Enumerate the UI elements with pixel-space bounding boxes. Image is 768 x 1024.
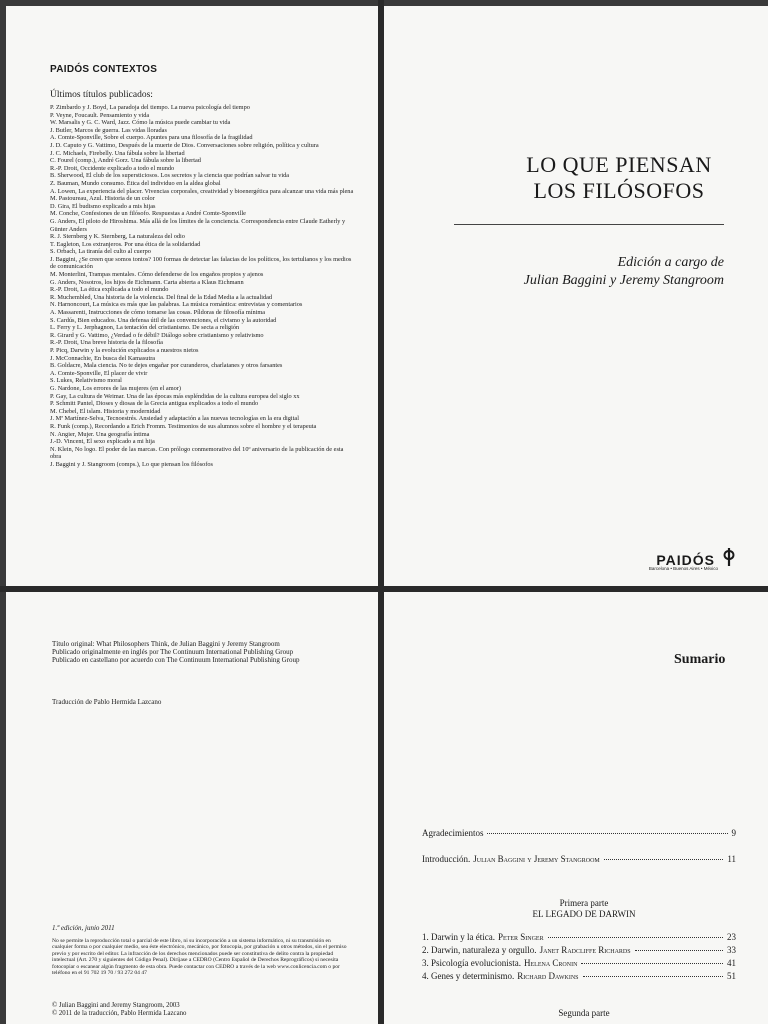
title-list-item: B. Goldacre, Mala ciencia. No te dejes engañar por curanderos, charlatanes y otros farsantes [50,362,283,370]
book-title-line-2: LOS FILÓSOFOS [533,178,705,203]
title-list-item: A. Lowen, La experiencia del placer. Vivencias corporales, creatividad y bioenergética para alcanzar una vida más plena [50,187,354,195]
editors-line-1: Edición a cargo de [617,255,724,270]
toc-entry [422,854,736,864]
legal-notice: No se permite la reproducción total o parcial de este libro, ni su incorporación a un sistema informático, ni su transmisión en cualquier forma o por cualquier medio, sea éste electrónico, mecánico, por fotocopia, por grabación u otros métodos, sin el permiso previo y por escrito del editor. La infracción de los derechos mencionados puede ser constitutiva de delito contra la propiedad intelectual (Art. 270 y siguientes del Código Penal). Diríjase a CEDRO (Centro Español de Derechos Reprográficos) si necesita fotocopiar o escanear algún fragmento de esta obra. Puede contactar con CEDRO a través de la web www.conlicencia.com o por teléfono en el 91 702 19 70 / 93 272 04 47 [52,938,347,977]
title-list-item: A. Massarenti, Instrucciones de cómo tomarse las cosas. Píldoras de filosofía mínima [50,309,266,317]
part-title: EL LEGADO DE DARWIN [532,909,636,919]
title-list-item: S. Cardús, Bien educados. Una defensa útil de las convenciones, el civismo y la autoridad [50,316,277,324]
title-list-item: R.-P. Droit, Occidente explicado a todo el mundo [50,164,175,172]
toc-leader [487,833,727,834]
title-list-item: J. D. Caputo y G. Vattimo, Después de la muerte de Dios. Conversaciones sobre religión, política y cultura [50,141,319,149]
title-list-item: N. Angier, Mujer. Una geografía íntima [50,430,150,438]
title-list-item: P. Schmitt Pantel, Dioses y diosas de la Grecia antigua explicados a todo el mundo [50,400,259,408]
editors [474,254,724,290]
edition-date: 1.ª edición, junio 2011 [52,924,115,932]
credit-line: Título original: What Philosophers Think, de Julian Baggini y Jeremy Stangroom [52,640,280,648]
credit-line: Publicado originalmente en inglés por The Continuum International Publishing Group [52,648,294,656]
credit-line: Publicado en castellano por acuerdo con The Continuum International Publishing Group [52,656,300,664]
title-list-item: Z. Bauman, Mundo consumo. Ética del individuo en la aldea global [50,179,221,187]
page-credits [6,592,378,1024]
toc-leader [604,859,724,860]
toc-leader [635,950,723,951]
title-list-item: C. Fourel (comp.), André Gorz. Una fábula sobre la libertad [50,157,201,165]
title-list-item: J.-D. Vincent, El sexo explicado a mi hija [50,438,155,446]
title-list-item: L. Ferry y L. Jerphagnon, La tentación del cristianismo. De secta a religión [50,324,240,332]
part-2-label: Segunda parte [558,1008,610,1018]
chapter-author: Richard Dawkins [517,971,579,981]
chapter-page: 41 [727,958,736,968]
credits-block [52,640,300,664]
toc-entry-title: Introducción. [422,854,471,864]
title-list-item: S. Lukes, Relativismo moral [50,377,122,385]
chapter-author: Helena Cronin [524,958,578,968]
copyright-block [52,1002,186,1018]
title-list-item: A. Comte-Sponville, El placer de vivir [50,369,148,377]
title-list-item: M. Chebel, El islam. Historia y modernidad [50,407,161,415]
title-list-item: J. McConnachie, En busca del Kamasutra [50,354,156,362]
editors-line-2: Julian Baggini y Jeremy Stangroom [523,273,724,288]
toc-page-number: 11 [727,854,736,864]
toc-entry-title: Agradecimientos [422,828,484,838]
page-contents [384,592,768,1024]
toc-entry [422,828,736,838]
title-list-item: M. Monterlini, Trampas mentales. Cómo defenderse de los engaños propios y ajenos [50,271,264,279]
toc-leader [548,937,723,938]
title-list-item: R.-P. Droit, La ética explicada a todo el mundo [50,286,169,294]
toc-leader [583,976,723,977]
title-list-item: G. Nardone, Los errores de las mujeres (en el amor) [50,384,181,392]
title-list-item: M. Pastoureau, Azul. Historia de un color [50,195,155,203]
title-list-item: P. Zimbardo y J. Boyd, La paradoja del tiempo. La nueva psicología del tiempo [50,104,250,111]
chapter-title: 3. Psicología evolucionista. [422,958,521,968]
title-list-item: J. Baggini y J. Stangroom (comps.), Lo que piensan los filósofos [50,460,214,468]
paidos-mark-icon [722,548,736,571]
title-list-item: G. Anders, El piloto de Hiroshima. Más allá de los límites de la conciencia. Correspondencia entre Claude Eatherly y Günter Anders [50,217,346,233]
title-list-item: G. Anders, Nosotros, los hijos de Eichmann. Carta abierta a Klaus Eichmann [50,278,244,286]
chapter-title: 2. Darwin, naturaleza y orgullo. [422,945,537,955]
book-title-line-1: LO QUE PIENSAN [526,152,712,177]
title-list-item: D. Gira, El budismo explicado a mis hijas [50,202,156,210]
title-list-item: A. Comte-Sponville, Sobre el cuerpo. Apuntes para una filosofía de la fragilidad [50,134,253,142]
title-list-item: R. Girard y G. Vattimo, ¿Verdad o fe débil? Diálogo sobre cristianismo y relativismo [50,331,264,339]
chapter-page: 33 [727,945,736,955]
toc-entry-author: Julian Baggini y Jeremy Stangroom [473,854,600,864]
book-title [504,152,734,204]
page-title [384,6,768,586]
title-list-item: J. Mª Martínez-Selva, Tecnoestrés. Ansiedad y adaptación a las nuevas tecnologías en la era digital [50,415,299,423]
translator-credit: Traducción de Pablo Hermida Lazcano [52,698,162,706]
title-list-item: P. Veyne, Foucault. Pensamiento y vida [50,111,150,119]
title-list-item: J. Butler, Marcos de guerra. Las vidas lloradas [50,126,167,134]
recent-titles-label: Últimos títulos publicados: [50,90,153,100]
toc-chapter [422,971,736,981]
chapter-page: 51 [727,971,736,981]
toc-chapter [422,945,736,955]
copyright-line: © 2011 de la traducción, Pablo Hermida Lazcano [52,1009,187,1017]
title-list-item: S. Orbach, La tiranía del culto al cuerpo [50,248,151,256]
copyright-line: © Julian Baggini and Jeremy Stangroom, 2003 [52,1002,180,1009]
title-list-item: T. Eagleton, Los extranjeros. Por una ética de la solidaridad [50,240,201,248]
toc-chapter [422,958,736,968]
contents-heading: Sumario [674,652,726,667]
title-list-item: J. Baggini, ¿Se creen que somos tontos? 100 formas de detectar las falacias de los políticos, los tertulianos y los medios de comunicación [50,255,352,271]
chapter-page: 23 [727,932,736,942]
title-list-item: R. Funk (comp.), Recordando a Erich Fromm. Testimonios de sus alumnos sobre el hombre y el terapeuta [50,422,317,430]
title-list-item: P. Picq, Darwin y la evolución explicados a nuestros nietos [50,347,199,354]
title-list-item: R. J. Sternberg y K. Sternberg, La naturaleza del odio [50,233,185,241]
chapter-author: Peter Singer [497,932,544,942]
title-list-item: N. Klein, No logo. El poder de las marcas. Con prólogo conmemorativo del 10º aniversario de la publicación de esta obra [50,445,344,461]
title-list-item: R. Muchembled, Una historia de la violencia. Del final de la Edad Media a la actualidad [50,293,273,301]
part-label: Primera parte [559,898,609,908]
chapter-title: 4. Genes y determinismo. [422,971,515,981]
title-list [50,104,354,469]
series-heading: PAIDÓS CONTEXTOS [50,64,158,75]
toc-page-number: 9 [731,828,736,838]
title-list-item: P. Gay, La cultura de Weimar. Una de las épocas más espléndidas de la cultura europea del siglo xx [50,392,300,400]
chapter-title: 1. Darwin y la ética. [422,932,495,942]
title-list-item: R.-P. Droit, Una breve historia de la filosofía [50,339,163,347]
title-list-item: J. C. Michaels, Firebelly. Una fábula sobre la libertad [50,149,185,157]
toc-leader [581,963,723,964]
title-list-item: B. Sherwood, El club de los supersticiosos. Los secretos y la ciencia que podrían salvar tu vida [50,172,290,180]
title-list-item: M. Conche, Confesiones de un filósofo. Respuestas a André Comte-Sponville [50,210,246,218]
toc-chapter [422,932,736,942]
part-heading [504,898,664,920]
title-rule [454,224,724,225]
publisher-name: PAIDÓS [656,551,715,568]
title-list-item: N. Harnoncourt, La música es más que las palabras. La música romántica: entrevistas y comentarios [50,301,303,309]
title-list-item: W. Marsalis y G. C. Ward, Jazz. Cómo la música puede cambiar tu vida [50,119,231,127]
chapter-author: Janet Radcliffe Richards [539,945,631,955]
publisher-cities: Barcelona • Buenos Aires • México [648,566,718,571]
page-series-list [6,6,378,586]
